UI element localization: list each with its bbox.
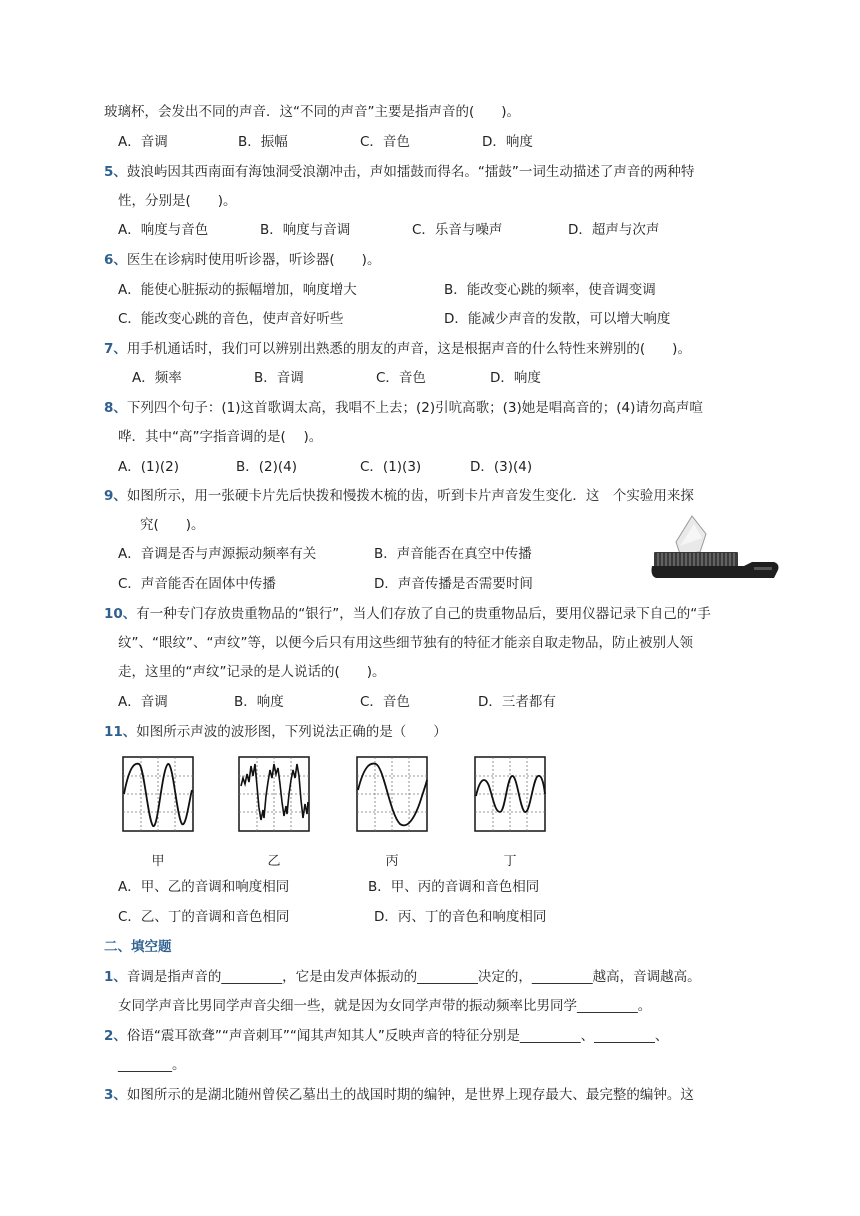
f2-number: 2 <box>104 1028 114 1044</box>
q8-line1 <box>104 398 703 418</box>
q8-stem: 下列四个句子：(1)这首歌调太高，我唱不上去；(2)引吭高歌；(3)她是唱高音的；(4)请勿高声喧 <box>126 400 703 416</box>
q7-option-b[interactable]: B．音调 <box>254 370 304 386</box>
q9-number: 9 <box>104 488 114 504</box>
q9-stem: 如图所示，用一张硬卡片先后快拨和慢拨木梳的齿，听到卡片声音发生变化．这 个实验用来探 <box>126 488 694 504</box>
f1-stem: 音调是指声音的_________，它是由发声体振动的_________决定的，_________越高，音调越高。 <box>126 969 701 985</box>
q8-option-d[interactable]: D．(3)(4) <box>470 459 533 475</box>
q8-sep: 、 <box>113 400 127 416</box>
waveform-jia <box>122 756 194 832</box>
q7-line1 <box>104 339 691 359</box>
q7-sep: 、 <box>113 341 127 357</box>
q8-option-a[interactable]: A．(1)(2) <box>118 459 179 475</box>
q10-option-b[interactable]: B．响度 <box>234 694 284 710</box>
q7-option-c[interactable]: C．音色 <box>376 370 426 386</box>
q8-option-b[interactable]: B．(2)(4) <box>236 459 298 475</box>
q6-option-d[interactable]: D．能减少声音的发散，可以增大响度 <box>444 311 671 327</box>
q5-line2: 性，分别是( )。 <box>118 193 237 209</box>
q11-option-a[interactable]: A．甲、乙的音调和响度相同 <box>118 879 290 895</box>
q6-sep: 、 <box>113 252 127 268</box>
q9-sep: 、 <box>113 488 127 504</box>
f2-line2: ________。 <box>118 1057 186 1073</box>
q11-option-b[interactable]: B．甲、丙的音调和音色相同 <box>368 879 540 895</box>
f2-line1 <box>104 1026 668 1046</box>
q5-option-c[interactable]: C．乐音与噪声 <box>412 222 503 238</box>
q5-number: 5 <box>104 164 114 180</box>
waveform-yi-label: 乙 <box>267 854 281 869</box>
q5-option-a[interactable]: A．响度与音色 <box>118 222 209 238</box>
q10-sep: 、 <box>122 606 137 622</box>
f1-number: 1 <box>104 969 114 985</box>
q10-option-c[interactable]: C．音色 <box>360 694 410 710</box>
f3-sep: 、 <box>113 1087 127 1103</box>
f1-line1 <box>104 967 701 987</box>
q7-stem: 用手机通话时，我们可以辨别出熟悉的朋友的声音，这是根据声音的什么特性来辨别的( )。 <box>126 341 691 357</box>
f1-sep: 、 <box>113 969 127 985</box>
waveform-yi <box>238 756 310 832</box>
q8-option-c[interactable]: C．(1)(3) <box>360 459 422 475</box>
waveform-ding <box>474 756 546 832</box>
q10-line3: 走，这里的“声纹”记录的是人说话的( )。 <box>118 664 386 680</box>
q4-option-d[interactable]: D．响度 <box>482 134 533 150</box>
q6-option-c[interactable]: C．能改变心跳的音色，使声音好听些 <box>118 311 344 327</box>
q11-stem: 如图所示声波的波形图，下列说法正确的是（ ） <box>136 724 447 740</box>
q9-option-c[interactable]: C．声音能否在固体中传播 <box>118 576 276 592</box>
q7-number: 7 <box>104 341 114 357</box>
q10-option-a[interactable]: A．音调 <box>118 694 168 710</box>
q7-option-a[interactable]: A．频率 <box>132 370 182 386</box>
f2-sep: 、 <box>113 1028 127 1044</box>
q4-option-b[interactable]: B．振幅 <box>238 134 288 150</box>
q11-option-c[interactable]: C．乙、丁的音调和音色相同 <box>118 909 290 925</box>
waveform-bing-label: 丙 <box>385 854 399 869</box>
q5-sep: 、 <box>113 164 127 180</box>
q10-line2: 纹”、“眼纹”、“声纹”等，以便今后只有用这些细节独有的特征才能亲自取走物品，防止被别人领 <box>118 635 693 651</box>
q7-option-d[interactable]: D．响度 <box>490 370 541 386</box>
q4-option-c[interactable]: C．音色 <box>360 134 410 150</box>
q5-option-b[interactable]: B．响度与音调 <box>260 222 351 238</box>
f3-number: 3 <box>104 1087 114 1103</box>
q4-option-a[interactable]: A．音调 <box>118 134 168 150</box>
q9-option-a[interactable]: A．音调是否与声源振动频率有关 <box>118 546 317 562</box>
q4-text <box>104 102 520 122</box>
q10-stem: 有一种专门存放贵重物品的“银行”，当人们存放了自己的贵重物品后，要用仪器记录下自己的“手 <box>136 606 711 622</box>
q6-stem: 医生在诊病时使用听诊器，听诊器( )。 <box>126 252 381 268</box>
f1-line2: 女同学声音比男同学声音尖细一些，就是因为女同学声带的振动频率比男同学_________。 <box>118 998 652 1014</box>
q9-option-d[interactable]: D．声音传播是否需要时间 <box>374 576 533 592</box>
q6-option-b[interactable]: B．能改变心跳的频率，使音调变调 <box>444 282 656 298</box>
q6-option-a[interactable]: A．能使心脏振动的振幅增加，响度增大 <box>118 282 357 298</box>
q5-line1 <box>104 162 694 182</box>
q9-option-b[interactable]: B．声音能否在真空中传播 <box>374 546 532 562</box>
q5-option-d[interactable]: D．超声与次声 <box>568 222 660 238</box>
f3-stem: 如图所示的是湖北随州曾侯乙墓出土的战国时期的编钟，是世界上现存最大、最完整的编钟。这 <box>126 1087 694 1103</box>
q5-stem: 鼓浪屿因其西南面有海蚀洞受浪潮冲击，声如擂鼓而得名。“擂鼓”一词生动描述了声音的两种特 <box>126 164 695 180</box>
q10-option-d[interactable]: D．三者都有 <box>478 694 556 710</box>
q6-line1 <box>104 250 380 270</box>
q10-number: 10 <box>104 606 123 622</box>
waveform-bing <box>356 756 428 832</box>
q11-number: 11 <box>104 724 123 740</box>
comb-card-illustration <box>648 512 784 582</box>
q9-line1 <box>104 486 694 506</box>
q8-line2: 哗．其中“高”字指音调的是( )。 <box>118 429 323 445</box>
section-fill-in-title: 二、填空题 <box>104 939 172 955</box>
waveform-jia-label: 甲 <box>151 854 165 869</box>
q4-stem: 玻璃杯，会发出不同的声音．这“不同的声音”主要是指声音的( )。 <box>104 104 521 120</box>
f2-stem: 俗语“震耳欲聋”“声音刺耳”“闻其声知其人”反映声音的特征分别是_________、_________、 <box>126 1028 669 1044</box>
q8-number: 8 <box>104 400 114 416</box>
q9-line2: 究( )。 <box>140 517 205 533</box>
q11-line1 <box>104 722 447 742</box>
q11-option-d[interactable]: D．丙、丁的音色和响度相同 <box>374 909 547 925</box>
f3-line1 <box>104 1085 694 1105</box>
waveform-ding-label: 丁 <box>503 854 517 869</box>
q11-sep: 、 <box>122 724 137 740</box>
q6-number: 6 <box>104 252 114 268</box>
q10-line1 <box>104 604 711 624</box>
